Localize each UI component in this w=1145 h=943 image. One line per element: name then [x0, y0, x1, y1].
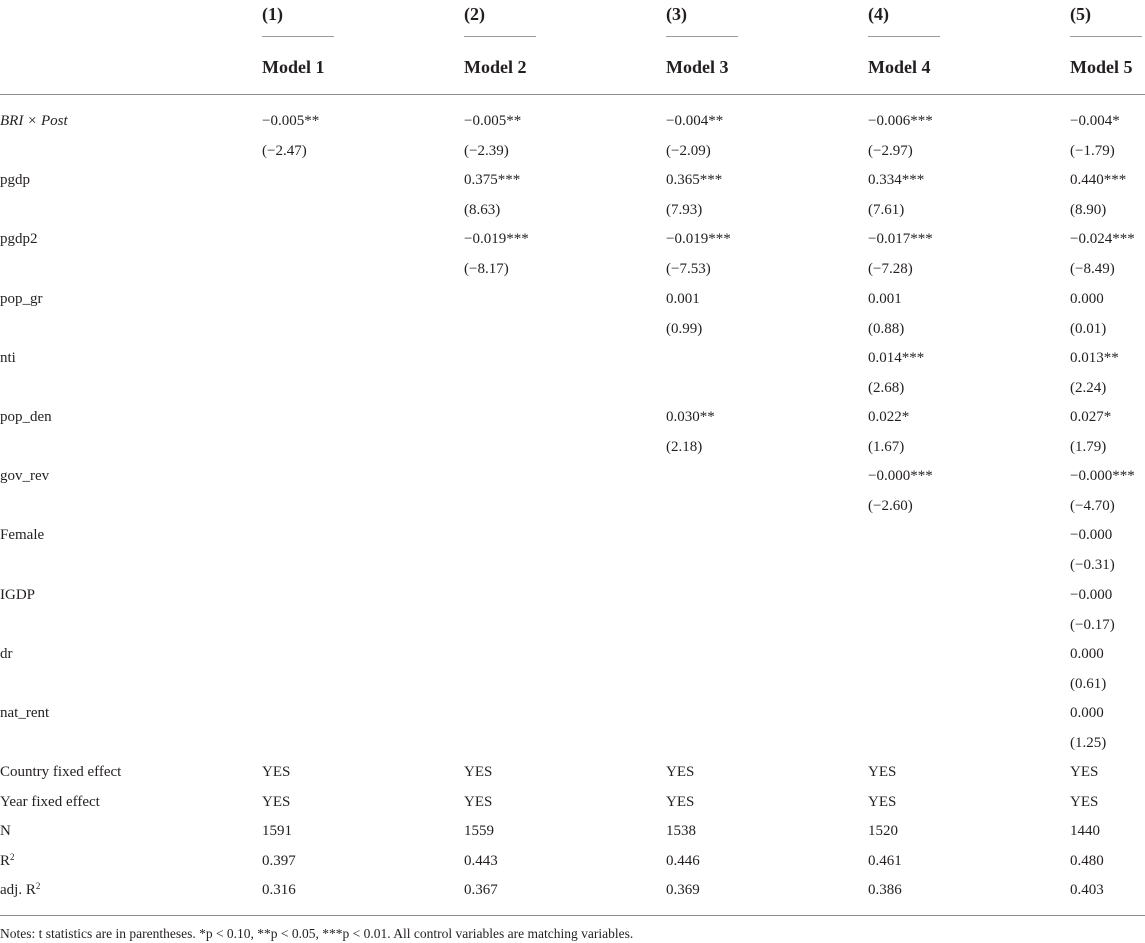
stat-value-cell: 0.397 [262, 852, 296, 869]
t-stat-cell: (2.24) [1070, 379, 1107, 396]
stat-value-cell: 0.480 [1070, 852, 1104, 869]
variable-label: dr [0, 645, 13, 662]
coefficient-cell: 0.000 [1070, 705, 1104, 721]
stat-value-cell: 0.403 [1070, 882, 1104, 898]
coefficient-cell: −0.004* [1070, 113, 1120, 129]
column-header-rule [464, 36, 536, 37]
coefficient-cell: −0.019*** [666, 231, 731, 248]
t-stat-cell: (2.18) [666, 439, 703, 455]
stat-label: adj. $R^2$ [0, 881, 41, 898]
coefficient-cell: −0.005** [262, 113, 320, 129]
t-stat-cell: (0.61) [1070, 675, 1107, 692]
stat-value-cell: 0.369 [666, 882, 700, 898]
coefficient-cell: −0.017*** [868, 231, 933, 248]
stat-value-cell: YES [262, 764, 291, 780]
stat-label: Country fixed effect [0, 764, 122, 780]
column-header-rule [1070, 36, 1142, 37]
t-stat-cell: (−2.97) [868, 143, 913, 159]
t-stat-cell: (8.90) [1070, 202, 1107, 219]
column-header-rule [868, 36, 940, 37]
coefficient-cell: −0.019*** [464, 231, 529, 248]
t-stat-cell: (−2.09) [666, 143, 711, 159]
table-notes: Notes: t statistics are in parentheses. *p < 0.10, **p < 0.05, ***p < 0.01. All control variables are matching variables. [0, 926, 634, 941]
stat-value-cell: 1591 [262, 823, 292, 839]
coefficient-cell: 0.334*** [868, 172, 925, 189]
variable-label: pop_den [0, 409, 52, 425]
coefficient-cell: 0.030** [666, 409, 715, 425]
stat-value-cell: 1520 [868, 823, 898, 839]
coefficient-cell: 0.375*** [464, 172, 521, 189]
stat-value-cell: 1440 [1070, 823, 1100, 839]
t-stat-cell: (−2.39) [464, 143, 509, 159]
t-stat-cell: (1.25) [1070, 735, 1107, 751]
stat-value-cell: YES [868, 793, 897, 810]
stat-label: $R^2$ [0, 851, 15, 869]
stat-value-cell: 0.367 [464, 882, 498, 898]
stat-value-cell: 0.461 [868, 852, 902, 869]
variable-label: Female [0, 527, 45, 544]
t-stat-cell: (7.61) [868, 202, 905, 219]
coefficient-cell: 0.022* [868, 409, 910, 425]
t-stat-cell: (1.67) [868, 439, 905, 455]
header-divider [0, 94, 1145, 95]
t-stat-cell: (−4.70) [1070, 498, 1115, 515]
coefficient-cell: 0.000 [1070, 290, 1104, 307]
column-number-header: (2) [464, 4, 485, 24]
stat-value-cell: YES [464, 764, 493, 780]
stat-value-cell: YES [666, 764, 695, 780]
stat-value-cell: YES [1070, 793, 1099, 810]
column-number-header: (3) [666, 4, 687, 24]
t-stat-cell: (0.88) [868, 320, 905, 337]
column-header-rule [666, 36, 738, 37]
t-stat-cell: (−8.49) [1070, 261, 1115, 278]
coefficient-cell: 0.013** [1070, 349, 1119, 366]
t-stat-cell: (−7.53) [666, 261, 711, 278]
coefficient-cell: 0.001 [666, 290, 700, 307]
coefficient-cell: −0.000 [1070, 586, 1113, 603]
coefficient-cell: −0.006*** [868, 113, 933, 129]
stat-value-cell: YES [464, 793, 493, 810]
t-stat-cell: (−8.17) [464, 261, 509, 278]
coefficient-cell: 0.365*** [666, 172, 723, 189]
stat-value-cell: 0.443 [464, 852, 498, 869]
stat-value-cell: 0.386 [868, 882, 902, 898]
t-stat-cell: (7.93) [666, 202, 703, 219]
coefficient-cell: 0.001 [868, 290, 902, 307]
stat-value-cell: YES [262, 793, 291, 810]
variable-label: pgdp [0, 172, 30, 189]
coefficient-cell: −0.005** [464, 113, 522, 129]
variable-label: pgdp2 [0, 231, 38, 248]
coefficient-cell: 0.440*** [1070, 172, 1127, 189]
t-stat-cell: (−0.31) [1070, 557, 1115, 574]
coefficient-cell: −0.000*** [1070, 468, 1135, 485]
model-header: Model 1 [262, 57, 325, 77]
t-stat-cell: (−2.47) [262, 143, 307, 159]
stat-value-cell: 1559 [464, 823, 494, 839]
model-header: Model 5 [1070, 57, 1133, 77]
t-stat-cell: (8.63) [464, 202, 501, 219]
variable-label: nti [0, 349, 16, 366]
t-stat-cell: (1.79) [1070, 439, 1107, 455]
model-header: Model 2 [464, 57, 527, 77]
variable-label: nat_rent [0, 705, 50, 721]
t-stat-cell: (−7.28) [868, 261, 913, 278]
variable-label: gov_rev [0, 468, 50, 485]
column-number-header: (4) [868, 4, 889, 24]
coefficient-cell: −0.004** [666, 113, 724, 129]
t-stat-cell: (−1.79) [1070, 143, 1115, 159]
stat-label: Year fixed effect [0, 793, 100, 810]
coefficient-cell: −0.000*** [868, 468, 933, 485]
coefficient-cell: 0.014*** [868, 349, 925, 366]
model-header: Model 4 [868, 57, 931, 77]
model-header: Model 3 [666, 57, 729, 77]
stat-value-cell: YES [868, 764, 897, 780]
t-stat-cell: (−0.17) [1070, 616, 1115, 633]
column-number-header: (1) [262, 4, 283, 24]
coefficient-cell: 0.000 [1070, 645, 1104, 662]
column-header-rule [262, 36, 334, 37]
t-stat-cell: (2.68) [868, 379, 905, 396]
stat-value-cell: 1538 [666, 823, 696, 839]
variable-label: pop_gr [0, 290, 43, 307]
column-number-header: (5) [1070, 4, 1091, 24]
t-stat-cell: (−2.60) [868, 498, 913, 515]
coefficient-cell: −0.024*** [1070, 231, 1135, 248]
coefficient-cell: −0.000 [1070, 527, 1113, 544]
variable-label: BRI × Post [0, 113, 68, 129]
t-stat-cell: (0.01) [1070, 320, 1107, 337]
coefficient-cell: 0.027* [1070, 409, 1112, 425]
variable-label: IGDP [0, 586, 36, 603]
stat-label: N [0, 823, 11, 839]
stat-value-cell: YES [1070, 764, 1099, 780]
stat-value-cell: YES [666, 793, 695, 810]
footer-divider [0, 915, 1145, 916]
stat-value-cell: 0.446 [666, 852, 700, 869]
stat-value-cell: 0.316 [262, 882, 296, 898]
t-stat-cell: (0.99) [666, 320, 703, 337]
